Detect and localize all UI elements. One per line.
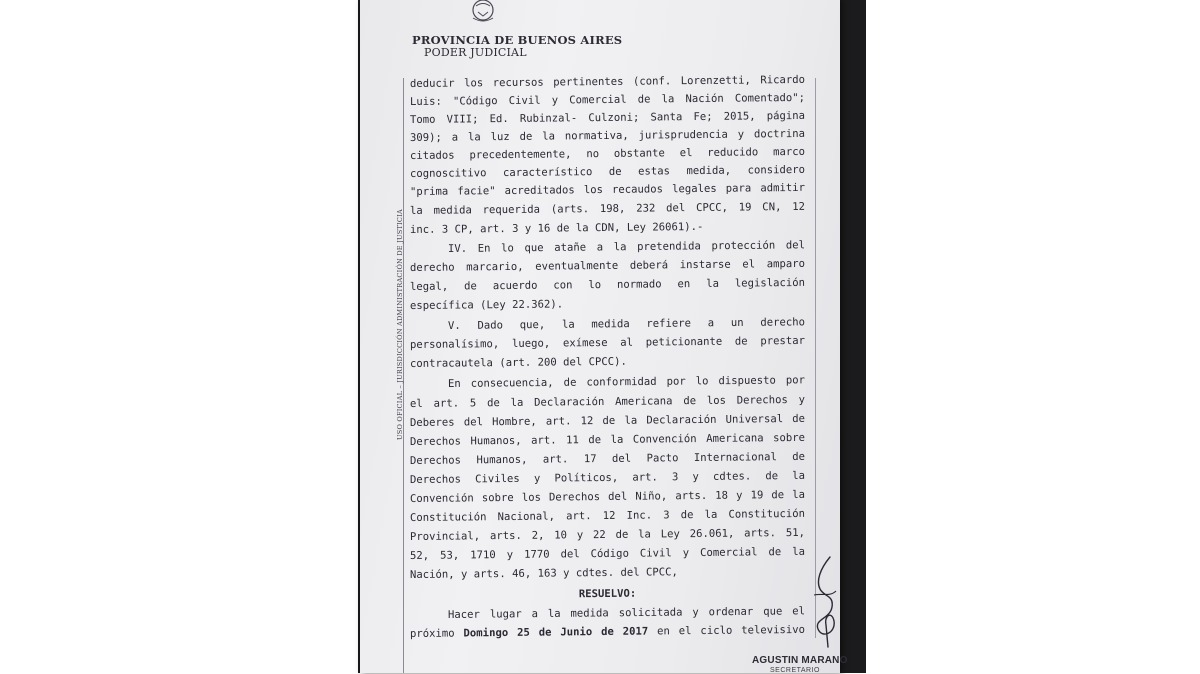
body-line: V. Dado que, la medida refiere a un derecho: [447, 316, 806, 332]
resolution-text: en el ciclo televisivo: [648, 623, 806, 638]
resolution-heading: RESUELVO:: [578, 587, 637, 601]
right-margin-rule: [815, 78, 816, 638]
body-line: deducir los recursos pertinentes (conf. Lorenzetti, Ricardo: [409, 73, 806, 90]
body-line: Derechos Civiles y Políticos, art. 3 y cdtes. de la: [409, 469, 806, 486]
body-line: cognoscitivo característico de estas medida, considero: [409, 163, 806, 180]
body-line: específica (Ley 22.362).: [409, 298, 564, 312]
body-line: "prima facie" acreditados los recaudos legales para admitir: [409, 181, 806, 198]
body-line: la medida requerida (arts. 198, 232 del CPCC, 19 CN, 12: [409, 200, 806, 217]
body-line: personalísimo, luego, exímese al peticionante de prestar: [409, 334, 806, 351]
body-line: Tomo VIII; Ed. Rubinzal- Culzoni; Santa Fe; 2015, página: [409, 109, 806, 126]
margin-note: USO OFICIAL – JURISDICCIÓN ADMINISTRACIÓN DE JUSTICIA: [396, 209, 404, 440]
body-line: 309); a la luz de la normativa, jurisprudencia y doctrina: [409, 127, 806, 144]
body-line: Luis: "Código Civil y Comercial de la Nación Comentado";: [409, 91, 806, 108]
signatory-role: SECRETARIO: [770, 667, 820, 674]
body-line: Derechos Humanos, art. 17 del Pacto Internacional de: [409, 450, 806, 467]
body-line: 52, 53, 1710 y 1770 del Código Civil y Comercial de la: [409, 545, 806, 562]
handwritten-signature: [806, 555, 842, 650]
province-crest-icon: [470, 0, 496, 22]
body-line: inc. 3 CP, art. 3 y 16 de la CDN, Ley 26061).-: [409, 220, 704, 236]
body-line: legal, de acuerdo con lo normado en la legislación: [409, 276, 806, 293]
resolution-text: próximo: [409, 627, 464, 640]
body-line: citados precedentemente, no obstante el reducido marco: [409, 145, 806, 162]
body-line: Constitución Nacional, art. 12 Inc. 3 de la Constitución: [409, 507, 806, 524]
body-line: En consecuencia, de conformidad por lo dispuesto por: [447, 374, 806, 390]
body-line: Convención sobre los Derechos del Niño, arts. 18 y 19 de la: [409, 488, 806, 505]
body-line: IV. En lo que atañe a la pretendida protección del: [447, 239, 806, 255]
body-line: contracautela (art. 200 del CPCC).: [409, 355, 627, 370]
resolution-line: Hacer lugar a la medida solicitada y ordenar que el: [447, 605, 806, 621]
broadcast-date: Domingo 25 de Junio de 2017: [463, 625, 649, 640]
body-line: Nación, y arts. 46, 163 y cdtes. del CPCC,: [409, 566, 678, 581]
body-line: el art. 5 de la Declaración Americana de los Derechos y: [409, 393, 806, 410]
body-line: Derechos Humanos, art. 11 de la Convención Americana sobre: [409, 431, 806, 448]
signatory-name: AGUSTIN MARANO: [752, 655, 848, 666]
body-line: Deberes del Hombre, art. 12 de la Declaración Universal de: [409, 412, 806, 429]
header-province: PROVINCIA DE BUENOS AIRES: [412, 33, 623, 47]
body-line: derecho marcario, eventualmente deberá instarse el amparo: [409, 257, 806, 274]
header-branch: PODER JUDICIAL: [424, 46, 527, 59]
body-line: Provincial, arts. 2, 10 y 22 de la Ley 26.061, arts. 51,: [409, 526, 806, 543]
